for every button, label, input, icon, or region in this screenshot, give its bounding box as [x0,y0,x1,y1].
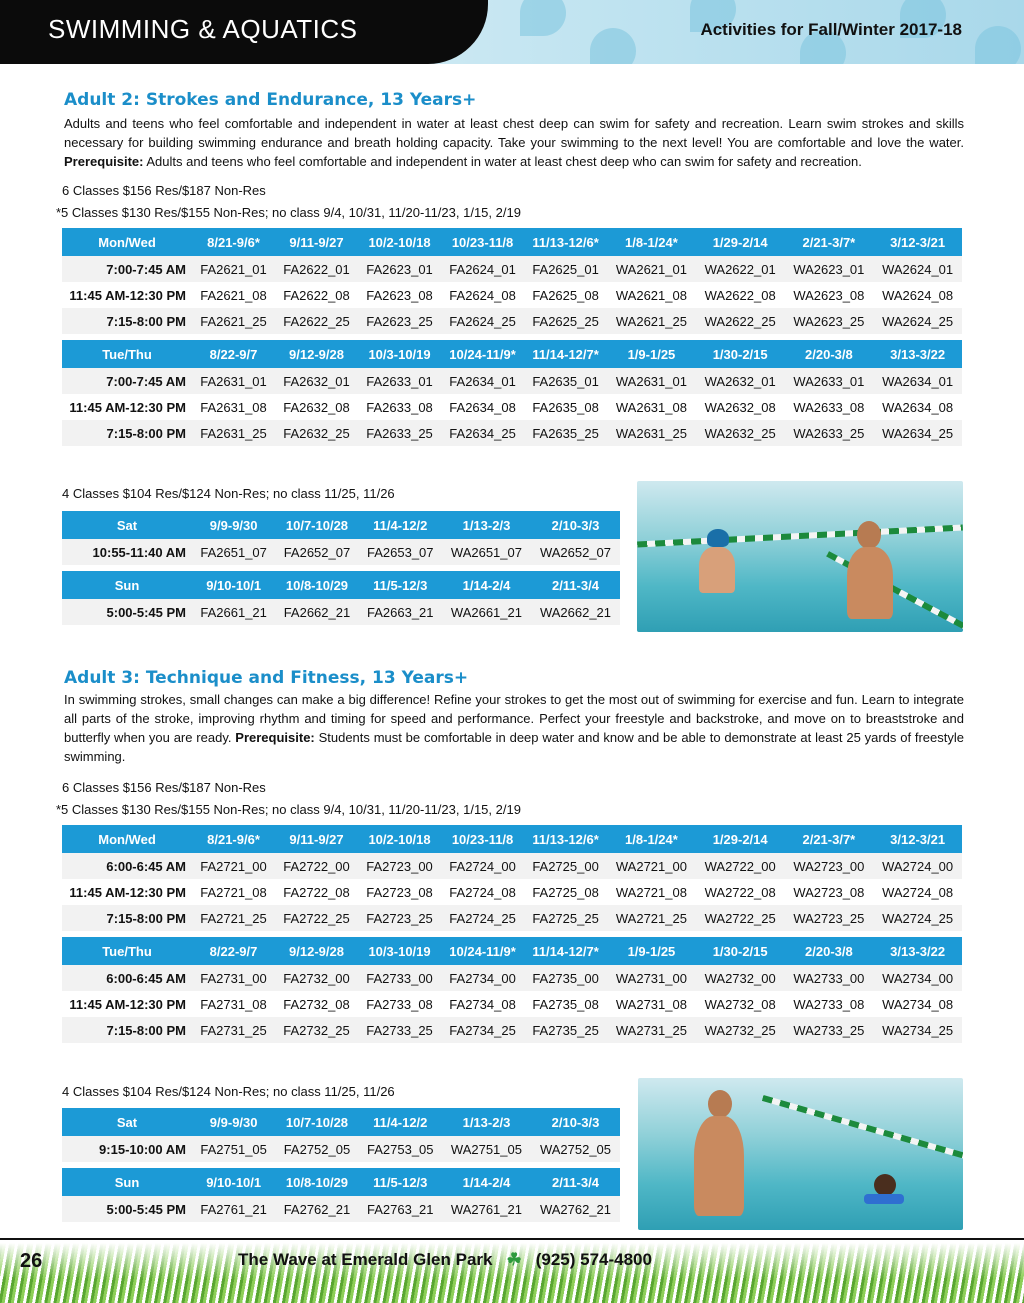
course-code: FA2734_00 [441,965,524,991]
course-code: WA2731_00 [607,965,696,991]
adult2-weekend-table [62,511,620,625]
course-code: FA2731_25 [192,1017,275,1043]
page-number: 26 [20,1250,43,1272]
session-date-header: 1/14-2/4 [442,1168,531,1196]
session-date-header: 11/4-12/2 [359,1108,442,1136]
course-code: WA2731_08 [607,991,696,1017]
session-date-header: 8/21-9/6* [192,228,275,256]
course-code: WA2631_08 [607,394,696,420]
course-code: FA2634_08 [441,394,524,420]
course-code: WA2721_00 [607,853,696,879]
session-date-header: 2/10-3/3 [531,1108,620,1136]
leaf-decoration [975,26,1021,64]
course-code: FA2631_25 [192,420,275,446]
session-date-header: 9/12-9/28 [275,340,358,368]
course-code: FA2624_25 [441,308,524,334]
course-code: FA2625_01 [524,256,607,282]
course-code: WA2722_25 [696,905,785,931]
session-date-header: 10/2-10/18 [358,825,441,853]
course-code: WA2634_01 [873,368,962,394]
session-date-header: 1/9-1/25 [607,340,696,368]
course-code: FA2751_05 [192,1136,275,1162]
table-row [62,879,962,905]
time-slot: 11:45 AM-12:30 PM [62,282,192,308]
pool-water [638,1078,963,1230]
adult2-price-5: *5 Classes $130 Res/$155 Non-Res; no class 9/4, 10/31, 11/20-11/23, 1/15, 2/19 [56,205,521,220]
course-code: WA2733_25 [785,1017,874,1043]
table-row [62,420,962,446]
monwed-header-row [62,228,962,256]
session-date-header: 1/8-1/24* [607,825,696,853]
course-code: WA2751_05 [442,1136,531,1162]
time-slot: 11:45 AM-12:30 PM [62,991,192,1017]
course-code: FA2622_08 [275,282,358,308]
day-header: Mon/Wed [62,228,192,256]
course-code: FA2622_01 [275,256,358,282]
instructor [694,1116,744,1216]
course-code: FA2623_01 [358,256,441,282]
course-code: FA2725_25 [524,905,607,931]
course-code: WA2732_08 [696,991,785,1017]
course-code: FA2633_25 [358,420,441,446]
course-code: FA2633_08 [358,394,441,420]
course-code: FA2663_21 [359,599,442,625]
course-code: WA2624_01 [873,256,962,282]
session-date-header: 9/9-9/30 [192,1108,275,1136]
course-code: WA2734_25 [873,1017,962,1043]
session-date-header: 11/13-12/6* [524,825,607,853]
course-code: WA2623_01 [785,256,874,282]
monwed-header-row [62,825,962,853]
adult2-price-4: 4 Classes $104 Res/$124 Non-Res; no class 11/25, 11/26 [62,486,395,501]
table-row [62,965,962,991]
sat-header-row [62,511,620,539]
course-code: WA2652_07 [531,539,620,565]
day-header: Sat [62,1108,192,1136]
session-date-header: 9/12-9/28 [275,937,358,965]
course-code: WA2632_01 [696,368,785,394]
table-row [62,1136,620,1162]
day-header: Tue/Thu [62,340,192,368]
course-code: FA2735_00 [524,965,607,991]
course-code: WA2733_08 [785,991,874,1017]
adult3-weekday-table [62,825,962,1043]
time-slot: 11:45 AM-12:30 PM [62,879,192,905]
adult3-prereq-label: Prerequisite: [235,730,315,745]
time-slot: 5:00-5:45 PM [62,1196,192,1222]
session-date-header: 10/23-11/8 [441,228,524,256]
session-date-header: 1/8-1/24* [607,228,696,256]
session-date-header: 3/12-3/21 [873,228,962,256]
course-code: WA2634_08 [873,394,962,420]
adult2-prereq-label: Prerequisite: [64,154,144,169]
sun-header-row [62,571,620,599]
course-code: FA2721_00 [192,853,275,879]
course-code: WA2723_25 [785,905,874,931]
course-code: WA2722_00 [696,853,785,879]
course-code: FA2735_25 [524,1017,607,1043]
adult2-desc-text: Adults and teens who feel comfortable and independent in water at least chest deep can swim for safety and recreation. Learn swim strokes and skills necessary for building swimming endurance and breath holding capacity. Take your swimming to the next level! You are comfortable and love the water. [64,116,964,150]
session-date-header: 8/22-9/7 [192,340,275,368]
course-code: WA2724_25 [873,905,962,931]
course-code: WA2622_25 [696,308,785,334]
time-slot: 7:15-8:00 PM [62,420,192,446]
table-row [62,853,962,879]
course-code: FA2624_08 [441,282,524,308]
course-code: WA2631_01 [607,368,696,394]
season-label: Activities for Fall/Winter 2017-18 [700,20,962,39]
session-date-header: 10/8-10/29 [275,571,358,599]
session-date-header: 3/13-3/22 [873,340,962,368]
course-code: FA2731_00 [192,965,275,991]
session-date-header: 11/14-12/7* [524,340,607,368]
course-code: FA2732_00 [275,965,358,991]
session-date-header: 1/29-2/14 [696,228,785,256]
course-code: FA2733_25 [358,1017,441,1043]
instructor-head [708,1090,732,1118]
adult2-description [64,114,964,171]
instructor-head [857,521,881,549]
session-date-header: 1/9-1/25 [607,937,696,965]
table-row [62,282,962,308]
course-code: WA2633_08 [785,394,874,420]
course-code: FA2732_08 [275,991,358,1017]
session-date-header: 11/13-12/6* [524,228,607,256]
course-code: FA2732_25 [275,1017,358,1043]
course-code: FA2621_01 [192,256,275,282]
session-date-header: 10/3-10/19 [358,937,441,965]
day-header: Tue/Thu [62,937,192,965]
course-code: WA2621_08 [607,282,696,308]
course-code: FA2662_21 [275,599,358,625]
course-code: WA2651_07 [442,539,531,565]
course-code: FA2722_25 [275,905,358,931]
session-date-header: 1/30-2/15 [696,937,785,965]
time-slot: 7:00-7:45 AM [62,256,192,282]
course-code: FA2635_25 [524,420,607,446]
sun-header-row [62,1168,620,1196]
course-code: WA2731_25 [607,1017,696,1043]
adult2-weekday-table [62,228,962,446]
session-date-header: 2/11-3/4 [531,571,620,599]
table-row [62,539,620,565]
session-date-header: 3/12-3/21 [873,825,962,853]
adult3-description [64,690,964,766]
session-date-header: 11/4-12/2 [359,511,442,539]
course-code: FA2632_01 [275,368,358,394]
course-code: FA2761_21 [192,1196,275,1222]
day-header: Mon/Wed [62,825,192,853]
course-code: FA2724_25 [441,905,524,931]
course-code: FA2753_05 [359,1136,442,1162]
day-header: Sun [62,1168,192,1196]
course-code: FA2651_07 [192,539,275,565]
course-code: FA2622_25 [275,308,358,334]
course-code: FA2752_05 [275,1136,358,1162]
pool-photo-1 [637,481,963,632]
course-code: FA2722_00 [275,853,358,879]
course-code: WA2732_25 [696,1017,785,1043]
course-code: WA2633_25 [785,420,874,446]
session-date-header: 9/9-9/30 [192,511,275,539]
tuethu-header-row [62,340,962,368]
adult3-price-4: 4 Classes $104 Res/$124 Non-Res; no class 11/25, 11/26 [62,1084,395,1099]
course-code: WA2734_00 [873,965,962,991]
time-slot: 6:00-6:45 AM [62,965,192,991]
course-code: WA2634_25 [873,420,962,446]
session-date-header: 2/21-3/7* [785,825,874,853]
course-code: WA2733_00 [785,965,874,991]
course-code: WA2722_08 [696,879,785,905]
session-date-header: 1/30-2/15 [696,340,785,368]
session-date-header: 10/7-10/28 [275,511,358,539]
course-code: WA2724_08 [873,879,962,905]
table-row [62,1017,962,1043]
course-code: FA2724_00 [441,853,524,879]
course-code: WA2721_25 [607,905,696,931]
session-date-header: 1/13-2/3 [442,511,531,539]
course-code: WA2633_01 [785,368,874,394]
course-code: FA2633_01 [358,368,441,394]
time-slot: 7:00-7:45 AM [62,368,192,394]
adult2-title: Adult 2: Strokes and Endurance, 13 Years+ [64,90,477,110]
course-code: FA2661_21 [192,599,275,625]
course-code: FA2623_08 [358,282,441,308]
swimmer-woman [699,547,735,593]
pool-water [637,481,963,632]
course-code: WA2662_21 [531,599,620,625]
course-code: WA2621_25 [607,308,696,334]
time-slot: 6:00-6:45 AM [62,853,192,879]
time-slot: 10:55-11:40 AM [62,539,192,565]
session-date-header: 10/3-10/19 [358,340,441,368]
session-date-header: 2/11-3/4 [531,1168,620,1196]
course-code: FA2725_00 [524,853,607,879]
course-code: WA2724_00 [873,853,962,879]
pool-photo-2 [638,1078,963,1230]
table-row [62,905,962,931]
course-code: FA2733_08 [358,991,441,1017]
course-code: WA2622_08 [696,282,785,308]
session-date-header: 10/23-11/8 [441,825,524,853]
course-code: WA2721_08 [607,879,696,905]
course-code: FA2721_08 [192,879,275,905]
session-date-header: 9/11-9/27 [275,228,358,256]
adult3-price-5: *5 Classes $130 Res/$155 Non-Res; no class 9/4, 10/31, 11/20-11/23, 1/15, 2/19 [56,802,521,817]
course-code: FA2725_08 [524,879,607,905]
course-code: FA2723_00 [358,853,441,879]
session-date-header: 9/10-10/1 [192,571,275,599]
day-header: Sat [62,511,192,539]
session-date-header: 2/21-3/7* [785,228,874,256]
course-code: WA2624_25 [873,308,962,334]
course-code: WA2762_21 [531,1196,620,1222]
course-code: FA2621_08 [192,282,275,308]
session-date-header: 8/22-9/7 [192,937,275,965]
table-row [62,368,962,394]
course-code: FA2634_01 [441,368,524,394]
course-code: FA2635_08 [524,394,607,420]
course-code: WA2622_01 [696,256,785,282]
footer-rule [0,1238,1024,1240]
course-code: WA2624_08 [873,282,962,308]
time-slot: 7:15-8:00 PM [62,905,192,931]
course-code: WA2752_05 [531,1136,620,1162]
course-code: FA2652_07 [275,539,358,565]
phone-number: (925) 574-4800 [535,1250,652,1269]
course-code: WA2723_08 [785,879,874,905]
tuethu-header-row [62,937,962,965]
session-date-header: 2/10-3/3 [531,511,620,539]
course-code: WA2623_25 [785,308,874,334]
course-code: WA2661_21 [442,599,531,625]
table-row [62,394,962,420]
time-slot: 5:00-5:45 PM [62,599,192,625]
course-code: WA2761_21 [442,1196,531,1222]
session-date-header: 11/5-12/3 [359,571,442,599]
session-date-header: 8/21-9/6* [192,825,275,853]
session-date-header: 11/14-12/7* [524,937,607,965]
table-row [62,308,962,334]
course-code: FA2624_01 [441,256,524,282]
course-code: WA2734_08 [873,991,962,1017]
table-row [62,599,620,625]
section-title: SWIMMING & AQUATICS [48,14,358,44]
session-date-header: 2/20-3/8 [785,937,874,965]
course-code: FA2735_08 [524,991,607,1017]
session-date-header: 2/20-3/8 [785,340,874,368]
course-code: FA2724_08 [441,879,524,905]
session-date-header: 10/2-10/18 [358,228,441,256]
session-date-header: 9/11-9/27 [275,825,358,853]
venue-name: The Wave at Emerald Glen Park [238,1250,493,1269]
adult3-desc-text: In swimming strokes, small changes can make a big difference! Refine your strokes to get the most out of swimming for exercise and fun. Learn to integrate all parts of the stroke, improving rhythm and timing for speed and performance. Perfect your freestyle and backstroke, and move on to breaststroke and butterfly when you are ready. [64,692,964,745]
session-date-header: 10/24-11/9* [441,937,524,965]
course-code: FA2635_01 [524,368,607,394]
session-date-header: 10/8-10/29 [275,1168,358,1196]
course-code: FA2733_00 [358,965,441,991]
course-code: WA2632_25 [696,420,785,446]
table-row [62,991,962,1017]
session-date-header: 9/10-10/1 [192,1168,275,1196]
adult3-price-6: 6 Classes $156 Res/$187 Non-Res [62,780,266,795]
time-slot: 7:15-8:00 PM [62,1017,192,1043]
course-code: WA2631_25 [607,420,696,446]
table-row [62,1196,620,1222]
course-code: FA2632_08 [275,394,358,420]
shamrock-icon: ☘ [506,1250,522,1269]
course-code: FA2731_08 [192,991,275,1017]
course-code: FA2721_25 [192,905,275,931]
session-date-header: 11/5-12/3 [359,1168,442,1196]
day-header: Sun [62,571,192,599]
course-code: FA2631_08 [192,394,275,420]
footer-contact [238,1250,652,1270]
adult2-price-6: 6 Classes $156 Res/$187 Non-Res [62,183,266,198]
course-code: WA2621_01 [607,256,696,282]
session-date-header: 10/7-10/28 [275,1108,358,1136]
swim-cap [707,529,729,547]
course-code: FA2763_21 [359,1196,442,1222]
page-footer [0,1238,1024,1303]
course-code: FA2634_25 [441,420,524,446]
adult3-title: Adult 3: Technique and Fitness, 13 Years+ [64,668,469,688]
time-slot: 11:45 AM-12:30 PM [62,394,192,420]
course-code: WA2632_08 [696,394,785,420]
course-code: FA2723_25 [358,905,441,931]
course-code: WA2723_00 [785,853,874,879]
course-code: FA2631_01 [192,368,275,394]
instructor [847,547,893,619]
course-code: FA2653_07 [359,539,442,565]
course-code: FA2723_08 [358,879,441,905]
session-date-header: 10/24-11/9* [441,340,524,368]
page-header [0,0,1024,64]
session-date-header: 1/29-2/14 [696,825,785,853]
course-code: FA2632_25 [275,420,358,446]
course-code: WA2732_00 [696,965,785,991]
course-code: FA2734_08 [441,991,524,1017]
table-row [62,256,962,282]
time-slot: 9:15-10:00 AM [62,1136,192,1162]
time-slot: 7:15-8:00 PM [62,308,192,334]
session-date-header: 3/13-3/22 [873,937,962,965]
sat-header-row [62,1108,620,1136]
course-code: FA2722_08 [275,879,358,905]
course-code: FA2734_25 [441,1017,524,1043]
course-code: WA2623_08 [785,282,874,308]
session-date-header: 1/14-2/4 [442,571,531,599]
kickboard [864,1194,904,1204]
course-code: FA2623_25 [358,308,441,334]
session-date-header: 1/13-2/3 [442,1108,531,1136]
adult3-weekend-table [62,1108,620,1222]
adult2-prereq-text: Adults and teens who feel comfortable and independent in water at least chest deep who can swim for safety and recreation. [143,154,862,169]
course-code: FA2621_25 [192,308,275,334]
child-head [874,1174,896,1196]
course-code: FA2625_08 [524,282,607,308]
adult3-prereq-text: Students must be comfortable in deep water and know and be able to demonstrate at least 25 yards of freestyle swimming. [64,730,964,764]
course-code: FA2762_21 [275,1196,358,1222]
course-code: FA2625_25 [524,308,607,334]
